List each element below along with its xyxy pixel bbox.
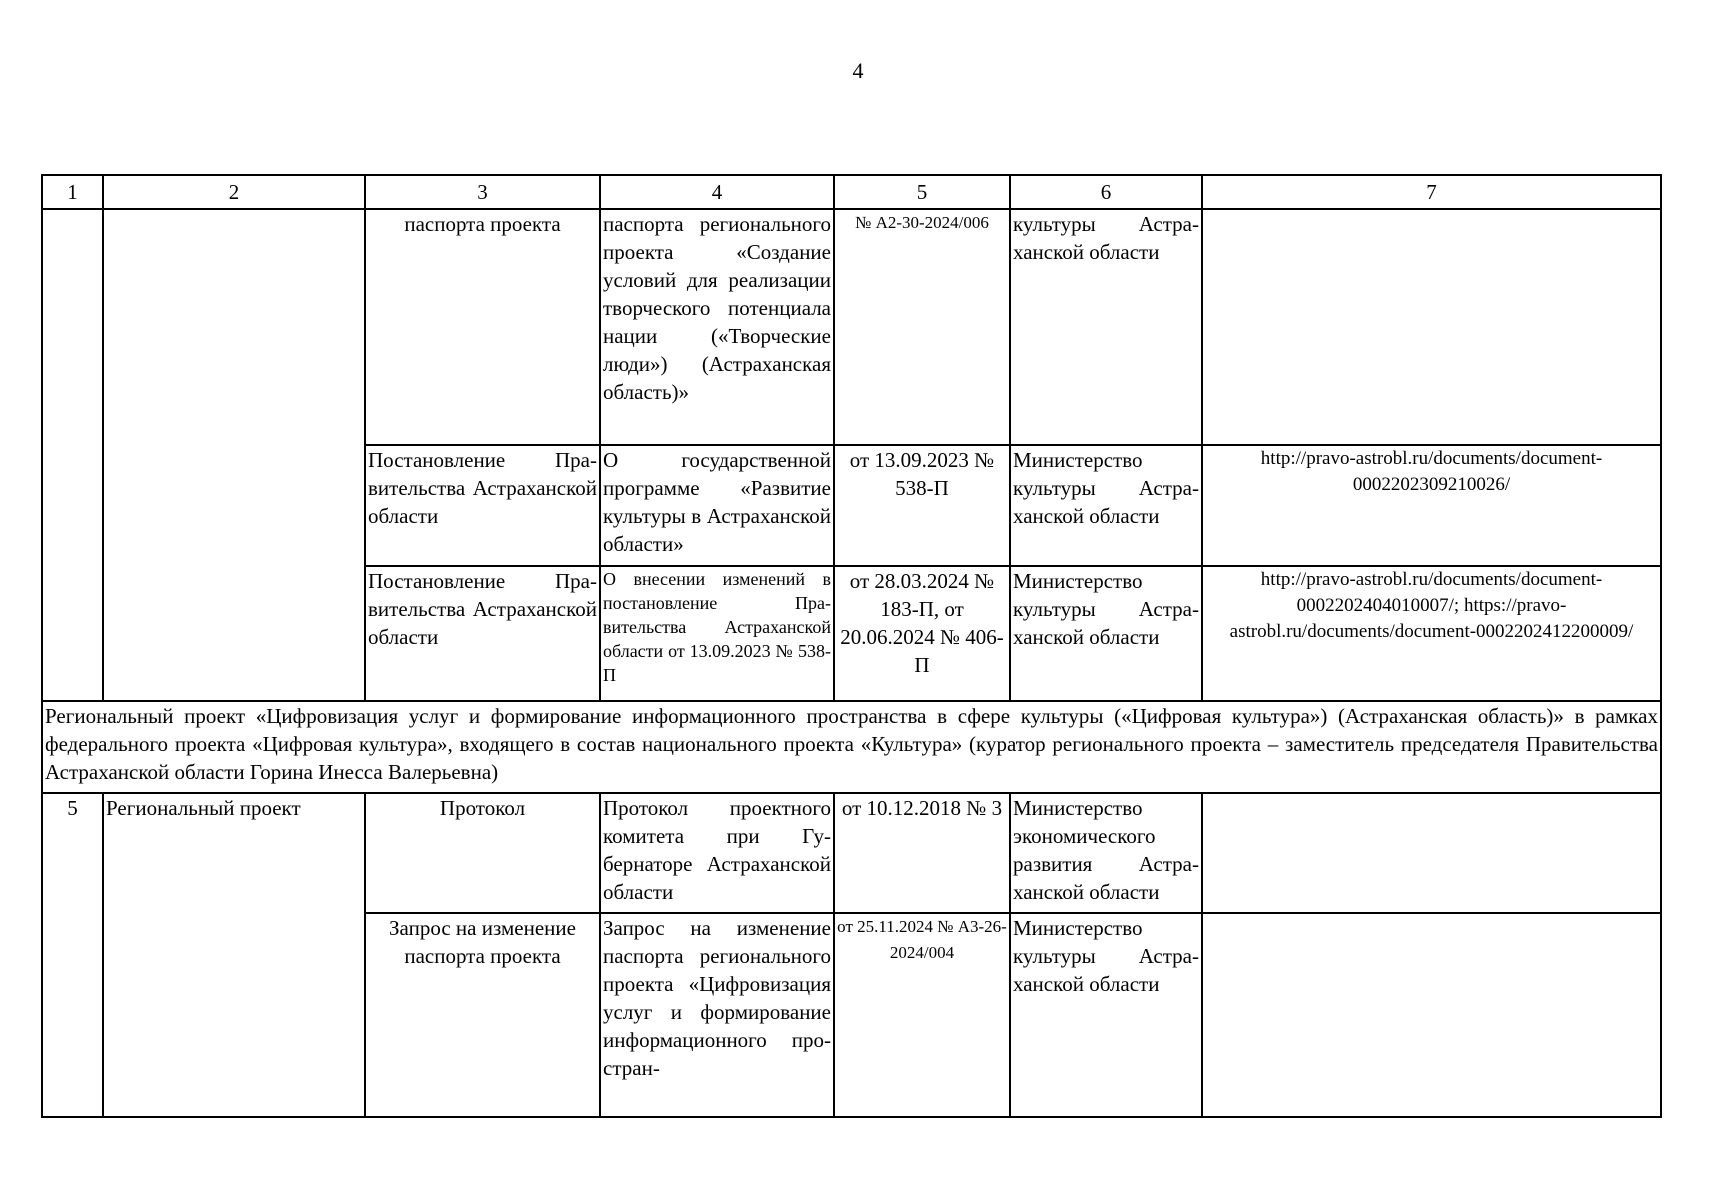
doc-title-cell: О внесении изменений в постановление Правительства Астраханской области от 13.09.2023 № 538-П [600, 566, 834, 701]
row-number-cell: 5 [42, 793, 103, 1117]
doc-date-number-cell: № А2-30-2024/006 [834, 209, 1010, 445]
doc-title-cell: паспорта регионального проекта «Создание условий для реализации творческого потенциала нации («Творческие люди») (Астраханская область)» [600, 209, 834, 445]
column-header: 4 [600, 175, 834, 209]
row-name-cell: Региональный проект [103, 793, 365, 1117]
section-heading: Региональный проект «Цифровизация услуг и формирование информационного пространства в сфере культуры («Цифровая культура») (Астраханская область)» в рамках федерального проекта «Цифровая культура», входящего в состав национального проекта «Культура» (куратор регионального проекта – заместитель председателя Правительства Астраханской области Горина Инесса Валерьевна) [42, 701, 1661, 793]
doc-type-cell: Протокол [365, 793, 600, 913]
table-header-row [42, 175, 1661, 209]
doc-title-cell: Запрос на изменение паспорта регионального проекта «Цифровизация услуг и формирование информационного простран- [600, 913, 834, 1117]
doc-date-number-cell: от 25.11.2024 № А3-26-2024/004 [834, 913, 1010, 1117]
row-name-cell [103, 209, 365, 701]
table-row [42, 793, 1661, 913]
column-header: 1 [42, 175, 103, 209]
row-number-cell [42, 209, 103, 701]
doc-link-cell[interactable]: http://pravo-astrobl.ru/documents/document-0002202309210026/ [1202, 445, 1661, 566]
doc-date-number-cell: от 10.12.2018 № 3 [834, 793, 1010, 913]
column-header: 7 [1202, 175, 1661, 209]
doc-title-cell: О государственной программе «Развитие культуры в Астраханской области» [600, 445, 834, 566]
doc-issuer-cell: Министерство экономического развития Астраханской области [1010, 793, 1202, 913]
doc-title-cell: Протокол проектного комитета при Губернаторе Астраханской области [600, 793, 834, 913]
registry-table [41, 174, 1662, 1118]
doc-issuer-cell: культуры Астраханской области [1010, 209, 1202, 445]
doc-link-cell [1202, 913, 1661, 1117]
doc-issuer-cell: Министерство культуры Астраханской области [1010, 445, 1202, 566]
doc-date-number-cell: от 13.09.2023 № 538-П [834, 445, 1010, 566]
doc-date-number-cell: от 28.03.2024 № 183-П, от 20.06.2024 № 406-П [834, 566, 1010, 701]
doc-link-cell [1202, 793, 1661, 913]
column-header: 2 [103, 175, 365, 209]
column-header: 5 [834, 175, 1010, 209]
column-header: 3 [365, 175, 600, 209]
column-header: 6 [1010, 175, 1202, 209]
doc-link-cell [1202, 209, 1661, 445]
table-row [42, 209, 1661, 445]
doc-type-cell: Запрос на изменение паспорта проекта [365, 913, 600, 1117]
section-heading-row [42, 701, 1661, 793]
doc-issuer-cell: Министерство культуры Астраханской области [1010, 913, 1202, 1117]
doc-link-cell[interactable]: http://pravo-astrobl.ru/documents/document-0002202404010007/; https://pravo-astrobl.ru/documents/document-0002202412200009/ [1202, 566, 1661, 701]
doc-type-cell: Постановление Правительства Астраханской области [365, 566, 600, 701]
doc-type-cell: Постановление Правительства Астраханской области [365, 445, 600, 566]
page-number: 4 [852, 58, 864, 83]
doc-type-cell: паспорта проекта [365, 209, 600, 445]
doc-issuer-cell: Министерство культуры Астраханской области [1010, 566, 1202, 701]
